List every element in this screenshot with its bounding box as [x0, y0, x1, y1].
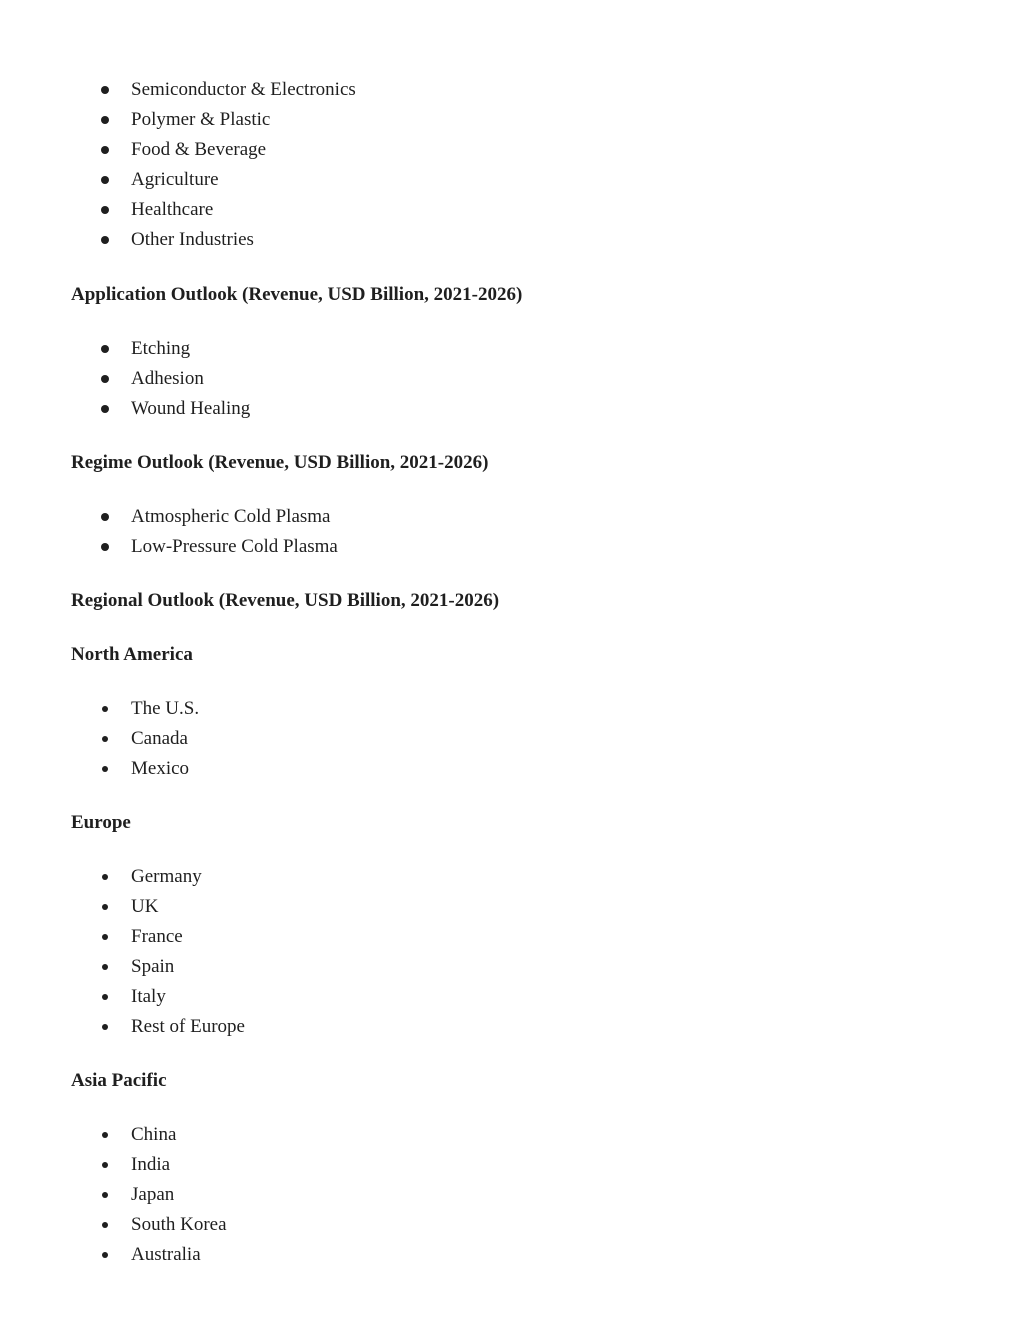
bullet-icon	[102, 1024, 108, 1030]
bullet-icon	[102, 706, 108, 712]
list-item: Atmospheric Cold Plasma	[0, 502, 1024, 532]
north-america-heading: North America	[71, 644, 193, 665]
bullet-icon	[101, 236, 109, 244]
list-item: India	[0, 1150, 1024, 1180]
list-item: Germany	[0, 862, 1024, 892]
regime-outlook-heading: Regime Outlook (Revenue, USD Billion, 2021-2026)	[71, 452, 489, 473]
bullet-icon	[101, 86, 109, 94]
bullet-icon	[102, 1222, 108, 1228]
list-item: France	[0, 922, 1024, 952]
bullet-icon	[101, 116, 109, 124]
bullet-icon	[101, 146, 109, 154]
bullet-icon	[101, 513, 109, 521]
list-item: Japan	[0, 1180, 1024, 1210]
list-item: The U.S.	[0, 694, 1024, 724]
list-item: Semiconductor & Electronics	[0, 75, 1024, 105]
list-item: Spain	[0, 952, 1024, 982]
bullet-icon	[102, 1132, 108, 1138]
application-outlook-heading: Application Outlook (Revenue, USD Billion, 2021-2026)	[71, 284, 523, 305]
list-item: China	[0, 1120, 1024, 1150]
bullet-icon	[102, 994, 108, 1000]
list-item: Adhesion	[0, 364, 1024, 394]
north-america-list	[0, 694, 1024, 784]
europe-heading: Europe	[71, 812, 131, 833]
bullet-icon	[102, 904, 108, 910]
bullet-icon	[102, 1192, 108, 1198]
list-item: Rest of Europe	[0, 1012, 1024, 1042]
bullet-icon	[101, 345, 109, 353]
list-item: Food & Beverage	[0, 135, 1024, 165]
bullet-icon	[101, 206, 109, 214]
bullet-icon	[102, 874, 108, 880]
list-item: Italy	[0, 982, 1024, 1012]
asia-pacific-list	[0, 1120, 1024, 1270]
bullet-icon	[102, 736, 108, 742]
list-item: Polymer & Plastic	[0, 105, 1024, 135]
bullet-icon	[102, 1162, 108, 1168]
bullet-icon	[101, 405, 109, 413]
list-item: Australia	[0, 1240, 1024, 1270]
bullet-icon	[102, 964, 108, 970]
list-item: Agriculture	[0, 165, 1024, 195]
bullet-icon	[102, 934, 108, 940]
list-item: Low-Pressure Cold Plasma	[0, 532, 1024, 562]
list-item: Mexico	[0, 754, 1024, 784]
list-item: Canada	[0, 724, 1024, 754]
list-item: Healthcare	[0, 195, 1024, 225]
regime-list	[0, 502, 1024, 562]
industry-list	[0, 75, 1024, 255]
europe-list	[0, 862, 1024, 1042]
bullet-icon	[101, 375, 109, 383]
list-item: UK	[0, 892, 1024, 922]
application-list	[0, 334, 1024, 424]
list-item: South Korea	[0, 1210, 1024, 1240]
bullet-icon	[101, 543, 109, 551]
bullet-icon	[101, 176, 109, 184]
asia-pacific-heading: Asia Pacific	[71, 1070, 167, 1091]
list-item: Etching	[0, 334, 1024, 364]
regional-outlook-heading: Regional Outlook (Revenue, USD Billion, 2021-2026)	[71, 590, 500, 611]
bullet-icon	[102, 1252, 108, 1258]
list-item: Wound Healing	[0, 394, 1024, 424]
bullet-icon	[102, 766, 108, 772]
list-item: Other Industries	[0, 225, 1024, 255]
